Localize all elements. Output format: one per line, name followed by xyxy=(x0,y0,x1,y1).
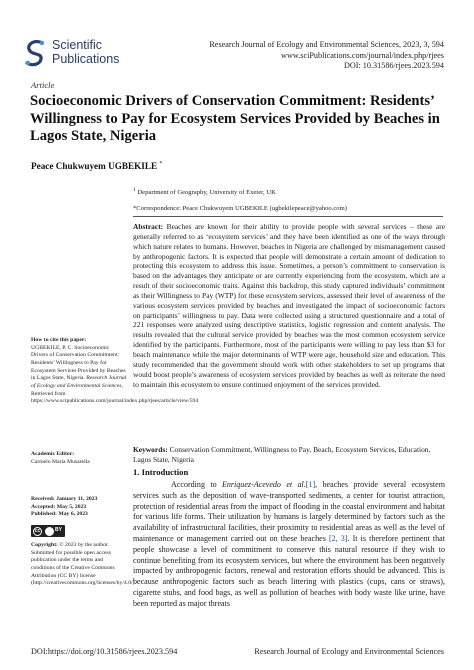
copyright-label: Copyright: xyxy=(31,542,58,548)
publisher-logo[interactable] xyxy=(22,36,152,72)
footer-doi[interactable]: DOI:https://doi.org/10.31586/rjees.2023.594 xyxy=(31,647,178,656)
cc-icon: cc xyxy=(34,527,41,534)
cite-label: How to cite this paper: xyxy=(31,337,87,343)
publisher-logo-icon xyxy=(22,38,48,68)
keywords-text: Conservation Commitment, Willingness to Pay, Beach, Ecosystem Services, Education, Lagos State, Nigeria xyxy=(133,445,431,464)
journal-doi[interactable]: DOI: 10.31586/rjees.2023.594 xyxy=(343,61,444,70)
cc-by-label: BY xyxy=(55,527,62,533)
journal-line: Research Journal of Ecology and Environmental Sciences, 2023, 3, 594 xyxy=(209,40,444,49)
editor-label: Academic Editor: xyxy=(31,451,75,457)
brand-line-1: Scientific xyxy=(52,38,103,52)
reference-link-2[interactable]: [2, 3] xyxy=(328,533,348,543)
journal-info xyxy=(184,40,444,72)
accepted-date: Accepted: May 5, 2023 xyxy=(31,503,87,510)
article-title: Socioeconomic Drivers of Conservation Commitment: Residents’ Willingness to Pay for Ecosystem Services Provided by Beaches in Lagos State, Nigeria xyxy=(30,93,440,144)
attribution-icon xyxy=(45,527,54,536)
published-date: Published: May 6, 2023 xyxy=(31,511,88,518)
intro-paragraph xyxy=(133,480,445,610)
intro-end: . It is therefore pertinent that people showcase a level of commitment to conserve this natural resource if they wish to continue benefiting from its ecosystem services, but where the environment has been negatively impacted by anthropogenic factors, renewal and restoration efforts should be advanced. This is because anthropogenic factors such as beach littering with plastics (cups, cans or straws), cigarette stubs, and food bags, as well as pollution of beaches with body waste like urine, have been reported as major threats xyxy=(133,533,445,608)
intro-mid: , beaches provide several ecosystem services such as the deposition of wave-transported sediments, a center for tourist attraction, protection of residential areas from the impact of flooding in the coastal environment and habitat for various life forms. Their utilization by humans is largely determined by factors such as the availability of infrastructural facilities, their proximity to residential areas as well as the level of maintenance or management carried out on these beaches xyxy=(133,480,445,543)
citation-block xyxy=(31,337,199,406)
journal-url[interactable]: www.sciPublications.com/journal/index.php/rjees xyxy=(281,50,444,60)
copyright-block xyxy=(31,542,136,588)
cite-retrieved[interactable]: Retrieved from https://www.scipublications.com/journal/index.php/rjees/article/view/594 xyxy=(31,390,199,405)
affiliation-mark: 1 xyxy=(133,187,136,193)
abstract-label: Abstract: xyxy=(133,222,164,231)
reference-link-1[interactable]: [1] xyxy=(305,480,316,489)
author-mark: * xyxy=(159,161,163,167)
dates-block xyxy=(31,496,127,519)
affiliation-dept xyxy=(133,186,433,198)
divider-top xyxy=(133,216,443,217)
keywords xyxy=(133,445,445,465)
abstract-text: Beaches are known for their ability to provide people with several services – these are generally referred to as ‘ecosystem services’ and they have been identified as one of the ways through which nature relates to humans. However, beaches in Nigeria are challenged by mismanagement caused by anthropogenic factors. It is expected that people will demonstrate a certain amount of dedication to protecting this ecosystem to address this issue. Sometimes, a person’s commitment to conservation is based on the advantages they anticipate or are currently experiencing from the ecosystem, which are a result of their socioeconomic traits. Against this backdrop, this study captured individuals’ commitment as their Willingness to Pay (WTP) for these ecosystem services, assessed their level of awareness of the various ecosystem services provided by beaches and investigated the impact of socioeconomic factors on participants’ willingness to pay. Data were collected using a structured questionnaire and a total of 221 responses were analyzed using descriptive statistics, logistic regression and content analysis. The results revealed that the cultural service provided by beaches was the most common ecosystem service identified by the participants. Furthermore, most of the participants were willing to pay less than $3 for beach maintenance while the major determinants of WTP were age, household size and education. This study recommended that the government should work with other stakeholders to set up programs that would boost people’s awareness of ecosystem services provided by beaches as well as reiterate the need to maintain this ecosystem to ensure continued enjoyment of the services provided. xyxy=(133,222,445,389)
affiliation-text: Department of Geography, University of Exeter, UK xyxy=(137,189,276,197)
editor-block xyxy=(31,451,127,466)
copyright-text: © 2023 by the author. Submitted for possible open access publication under the terms and conditions of the Creative Commons Attribution (CC BY) license (http://creativecommons.org/licenses/by/4.0/). xyxy=(31,542,136,587)
intro-start: According to xyxy=(171,480,222,489)
keywords-label: Keywords: xyxy=(133,445,168,454)
correspondence: *Correspondence: Peace Chukwuyem UGBEKILE (ugbekilepeace@yahoo.com) xyxy=(133,204,347,212)
author-name: Peace Chukwuyem UGBEKILE xyxy=(31,161,158,172)
cite-journal: Research Journal of Ecology and Environmental Sciences, xyxy=(31,375,127,389)
ref-author: Enriquez-Acevedo et al. xyxy=(221,480,306,489)
received-date: Received: January 11, 2023 xyxy=(31,496,98,502)
brand-line-2: Publications xyxy=(52,52,120,66)
abstract xyxy=(133,222,445,389)
cite-text: UGBEKILE, P. C. Socioeconomic Drivers of Conservation Commitment: Residents’ Willingness to Pay for Ecosystem Services Provided by Beaches in Lagos State, Nigeria. xyxy=(31,344,126,382)
editor-name: Carmelo Maria Musarella xyxy=(31,458,90,465)
cc-license-badge[interactable] xyxy=(31,525,65,537)
footer-journal: Research Journal of Ecology and Environmental Sciences xyxy=(254,647,444,656)
author-line xyxy=(31,161,162,171)
article-type: Article xyxy=(31,80,55,90)
section-heading: 1. Introduction xyxy=(133,467,189,477)
